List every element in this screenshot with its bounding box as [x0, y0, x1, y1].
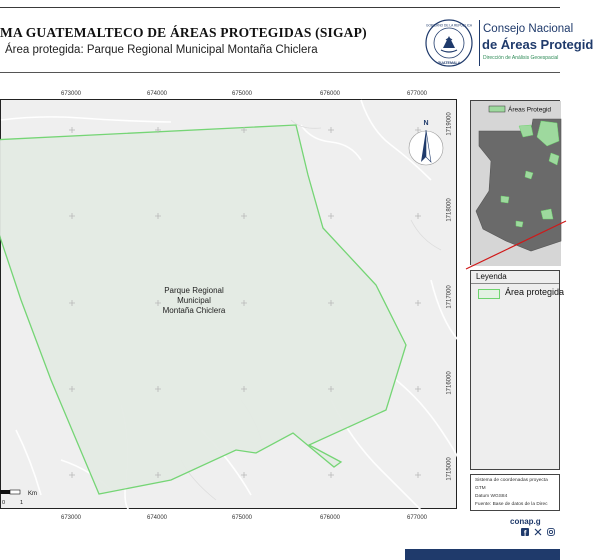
- x-tick-bottom: 675000: [231, 515, 253, 521]
- footer-bar-white: [0, 549, 405, 560]
- x-tick-bottom: 674000: [146, 515, 168, 521]
- inset-legend-label: Áreas Protegid: [508, 106, 551, 114]
- x-tick-top: 677000: [406, 91, 428, 97]
- north-arrow-icon: [409, 120, 443, 165]
- facebook-icon[interactable]: [521, 528, 529, 538]
- x-tick-top: 674000: [146, 91, 168, 97]
- scale-tick-1: 1: [20, 500, 24, 506]
- instagram-icon[interactable]: [547, 528, 555, 538]
- logo-divider: [479, 20, 480, 66]
- scale-tick-0: 0: [2, 500, 6, 506]
- metadata-line2: GTM: [475, 486, 486, 491]
- logo-line1: Consejo Nacional: [483, 23, 574, 35]
- main-map-canvas: [1, 100, 458, 510]
- inset-map[interactable]: [470, 100, 560, 265]
- scale-unit: Km: [28, 491, 37, 497]
- x-icon[interactable]: [534, 528, 542, 538]
- y-tick: 1718000: [446, 198, 453, 222]
- guatemala-seal-icon: [424, 18, 474, 68]
- y-tick: 1717000: [446, 285, 453, 309]
- north-label: N: [423, 120, 429, 127]
- main-map[interactable]: [0, 99, 457, 509]
- legend-title: Leyenda: [476, 272, 507, 281]
- y-tick: 1716000: [446, 371, 453, 395]
- x-tick-bottom: 676000: [319, 515, 341, 521]
- x-tick-top: 676000: [319, 91, 341, 97]
- y-tick: 1719000: [446, 112, 453, 136]
- legend-label-protected-area: Área protegida: [505, 287, 565, 297]
- y-tick: 1715000: [446, 457, 453, 481]
- scale-bar: [0, 488, 60, 515]
- metadata-line4: Fuente: Base de datos de la Direc: [475, 502, 548, 507]
- social-links: [521, 528, 558, 538]
- conap-logo: [418, 14, 593, 70]
- metadata-line1: Sistema de coordenadas proyecta: [475, 478, 548, 483]
- map-subtitle: Área protegida: Parque Regional Municipal Montaña Chiclera: [5, 44, 318, 56]
- x-tick-bottom: 677000: [406, 515, 428, 521]
- area-label-line2: Municipal: [177, 296, 211, 305]
- header-separator: [0, 72, 560, 73]
- map-title: MA GUATEMALTECO DE ÁREAS PROTEGIDAS (SIGAP): [0, 25, 367, 40]
- logo-line3: Dirección de Análisis Geoespacial: [483, 55, 559, 61]
- legend-panel: [470, 270, 565, 470]
- area-label-line1: Parque Regional: [164, 286, 224, 295]
- seal-text-bottom: GUATEMALA: [437, 61, 461, 65]
- website-link[interactable]: conap.g: [510, 517, 541, 526]
- metadata-panel: [470, 474, 560, 511]
- top-frame-line: [0, 7, 560, 8]
- x-tick-bottom: 673000: [60, 515, 82, 521]
- inset-map-canvas: [471, 101, 561, 266]
- logo-line2: de Áreas Protegid: [482, 37, 593, 52]
- legend-separator: [471, 283, 559, 284]
- metadata-line3: Datum WGS84: [475, 494, 508, 499]
- x-tick-top: 673000: [60, 91, 82, 97]
- inset-legend-swatch: [489, 106, 505, 112]
- seal-text-top: GOBIERNO DE LA REPÚBLICA: [425, 23, 473, 28]
- x-tick-top: 675000: [231, 91, 253, 97]
- area-label-line3: Montaña Chiclera: [162, 306, 226, 315]
- legend-swatch-protected-area: [478, 289, 500, 299]
